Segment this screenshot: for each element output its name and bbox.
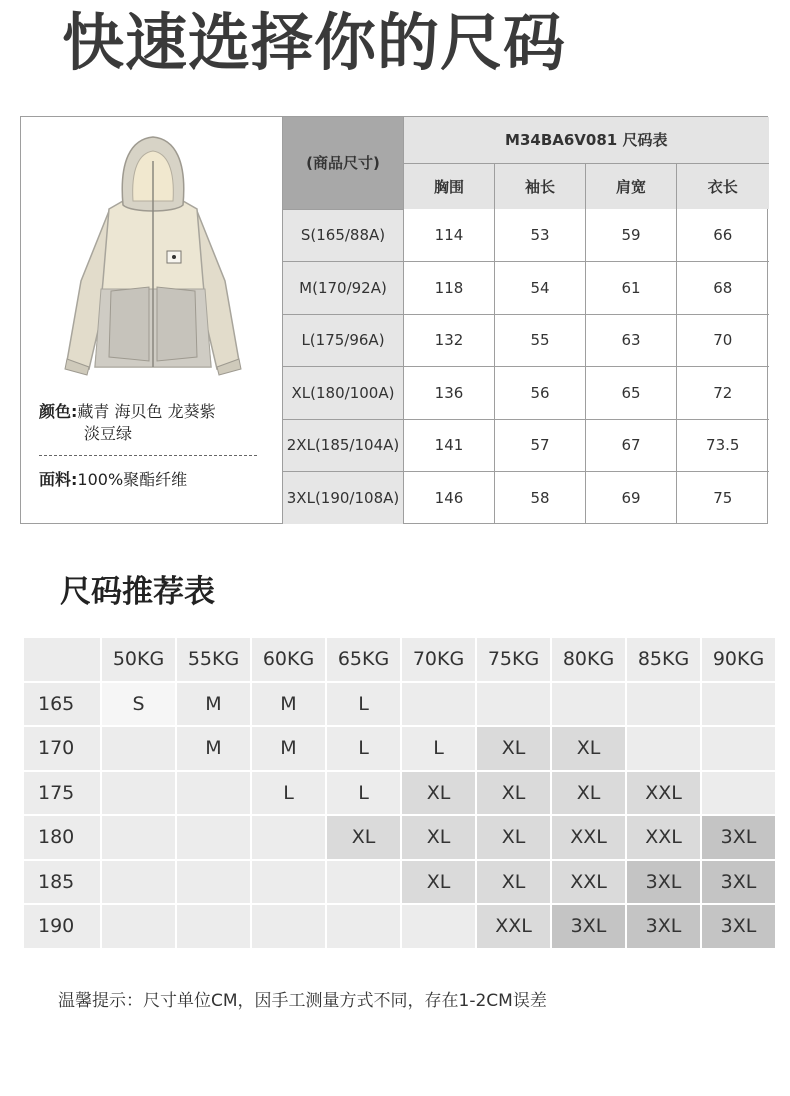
weight-header: 85KG bbox=[627, 638, 700, 681]
recommend-cell bbox=[327, 905, 400, 948]
recommend-cell: M bbox=[177, 727, 250, 770]
recommend-cell: XL bbox=[402, 772, 475, 815]
weight-header: 50KG bbox=[102, 638, 175, 681]
recommend-table bbox=[22, 636, 777, 950]
recommend-cell: M bbox=[252, 727, 325, 770]
recommend-row bbox=[24, 683, 775, 726]
size-row bbox=[283, 314, 769, 367]
recommend-cell: XL bbox=[477, 727, 550, 770]
weight-header: 75KG bbox=[477, 638, 550, 681]
size-value-cell: 58 bbox=[495, 472, 586, 525]
recommend-cell: XXL bbox=[627, 772, 700, 815]
recommend-cell bbox=[252, 905, 325, 948]
size-column-header: 胸围 bbox=[404, 163, 495, 209]
recommend-cell: L bbox=[327, 683, 400, 726]
size-value-cell: 75 bbox=[677, 472, 769, 525]
recommend-cell: 3XL bbox=[702, 861, 775, 904]
size-value-cell: 63 bbox=[586, 314, 677, 367]
recommend-row bbox=[24, 861, 775, 904]
measurement-note: 温馨提示：尺寸单位CM，因手工测量方式不同，存在1-2CM误差 bbox=[58, 991, 547, 1011]
recommend-cell: XXL bbox=[627, 816, 700, 859]
size-value-cell: 146 bbox=[404, 472, 495, 525]
size-name-header: (商品尺寸) bbox=[283, 117, 404, 209]
fabric-label: 面料: bbox=[39, 470, 78, 489]
size-value-cell: 61 bbox=[586, 262, 677, 315]
recommend-cell: XL bbox=[327, 816, 400, 859]
recommend-cell bbox=[552, 683, 625, 726]
size-value-cell: 55 bbox=[495, 314, 586, 367]
recommend-cell bbox=[102, 861, 175, 904]
color-values-line1: 藏青 海贝色 龙葵紫 bbox=[77, 402, 216, 421]
weight-header: 80KG bbox=[552, 638, 625, 681]
size-column-header: 衣长 bbox=[677, 163, 769, 209]
size-label: M(170/92A) bbox=[283, 262, 404, 315]
weight-header: 90KG bbox=[702, 638, 775, 681]
size-value-cell: 136 bbox=[404, 367, 495, 420]
color-options bbox=[39, 401, 279, 445]
height-label: 180 bbox=[24, 816, 100, 859]
recommend-cell bbox=[102, 905, 175, 948]
size-value-cell: 67 bbox=[586, 419, 677, 472]
fabric-info bbox=[39, 467, 187, 490]
recommend-cell bbox=[627, 683, 700, 726]
height-label: 165 bbox=[24, 683, 100, 726]
size-value-cell: 73.5 bbox=[677, 419, 769, 472]
size-value-cell: 59 bbox=[586, 209, 677, 262]
recommend-cell: L bbox=[327, 772, 400, 815]
jacket-image bbox=[61, 131, 245, 381]
recommend-cell: XL bbox=[477, 816, 550, 859]
product-panel bbox=[21, 117, 283, 523]
recommend-cell: XL bbox=[552, 772, 625, 815]
size-value-cell: 118 bbox=[404, 262, 495, 315]
size-label: S(165/88A) bbox=[283, 209, 404, 262]
recommend-cell bbox=[627, 727, 700, 770]
recommend-cell bbox=[177, 772, 250, 815]
weight-header: 55KG bbox=[177, 638, 250, 681]
size-label: XL(180/100A) bbox=[283, 367, 404, 420]
recommend-cell bbox=[252, 816, 325, 859]
recommend-cell bbox=[177, 905, 250, 948]
recommend-cell: L bbox=[327, 727, 400, 770]
recommend-cell bbox=[702, 772, 775, 815]
size-label: 3XL(190/108A) bbox=[283, 472, 404, 525]
recommend-cell bbox=[702, 683, 775, 726]
height-label: 170 bbox=[24, 727, 100, 770]
recommend-row bbox=[24, 772, 775, 815]
size-value-cell: 69 bbox=[586, 472, 677, 525]
recommend-cell bbox=[702, 727, 775, 770]
height-label: 185 bbox=[24, 861, 100, 904]
size-row bbox=[283, 419, 769, 472]
size-table bbox=[282, 117, 769, 524]
recommend-cell: 3XL bbox=[627, 861, 700, 904]
size-row bbox=[283, 209, 769, 262]
size-row bbox=[283, 367, 769, 420]
recommend-cell: XL bbox=[477, 772, 550, 815]
recommend-cell: 3XL bbox=[702, 905, 775, 948]
recommend-cell: XL bbox=[477, 861, 550, 904]
height-label: 175 bbox=[24, 772, 100, 815]
size-column-header: 肩宽 bbox=[586, 163, 677, 209]
recommend-cell: XXL bbox=[552, 816, 625, 859]
fabric-value: 100%聚酯纤维 bbox=[77, 470, 188, 489]
recommend-cell bbox=[252, 861, 325, 904]
recommend-cell: M bbox=[177, 683, 250, 726]
recommend-cell: L bbox=[252, 772, 325, 815]
weight-header: 60KG bbox=[252, 638, 325, 681]
height-label: 190 bbox=[24, 905, 100, 948]
size-value-cell: 132 bbox=[404, 314, 495, 367]
recommend-cell bbox=[477, 683, 550, 726]
recommend-cell: XXL bbox=[552, 861, 625, 904]
size-value-cell: 56 bbox=[495, 367, 586, 420]
recommend-cell bbox=[402, 683, 475, 726]
size-value-cell: 54 bbox=[495, 262, 586, 315]
recommend-cell: M bbox=[252, 683, 325, 726]
recommend-row bbox=[24, 727, 775, 770]
size-chart-block bbox=[20, 116, 768, 524]
size-value-cell: 114 bbox=[404, 209, 495, 262]
color-label: 颜色: bbox=[39, 402, 78, 421]
recommend-cell bbox=[402, 905, 475, 948]
recommend-cell: XXL bbox=[477, 905, 550, 948]
recommend-cell: L bbox=[402, 727, 475, 770]
recommend-cell bbox=[327, 861, 400, 904]
size-value-cell: 53 bbox=[495, 209, 586, 262]
recommend-cell bbox=[177, 816, 250, 859]
divider bbox=[39, 455, 257, 456]
recommend-cell: XL bbox=[402, 816, 475, 859]
recommend-cell: 3XL bbox=[702, 816, 775, 859]
recommend-cell bbox=[177, 861, 250, 904]
recommend-cell: XL bbox=[552, 727, 625, 770]
size-value-cell: 57 bbox=[495, 419, 586, 472]
size-label: 2XL(185/104A) bbox=[283, 419, 404, 472]
recommend-row bbox=[24, 905, 775, 948]
size-value-cell: 70 bbox=[677, 314, 769, 367]
size-label: L(175/96A) bbox=[283, 314, 404, 367]
recommend-row bbox=[24, 816, 775, 859]
weight-header: 65KG bbox=[327, 638, 400, 681]
size-row bbox=[283, 262, 769, 315]
size-column-header: 袖长 bbox=[495, 163, 586, 209]
recommend-cell: XL bbox=[402, 861, 475, 904]
color-values-line2: 淡豆绿 bbox=[84, 424, 133, 443]
model-header: M34BA6V081 尺码表 bbox=[404, 117, 769, 163]
recommend-title: 尺码推荐表 bbox=[60, 574, 215, 610]
size-value-cell: 141 bbox=[404, 419, 495, 472]
page-title: 快速选择你的尺码 bbox=[62, 6, 567, 79]
size-value-cell: 66 bbox=[677, 209, 769, 262]
size-row bbox=[283, 472, 769, 525]
recommend-cell bbox=[102, 816, 175, 859]
size-value-cell: 65 bbox=[586, 367, 677, 420]
recommend-cell: 3XL bbox=[552, 905, 625, 948]
corner-cell bbox=[24, 638, 100, 681]
weight-header: 70KG bbox=[402, 638, 475, 681]
size-value-cell: 72 bbox=[677, 367, 769, 420]
recommend-cell: 3XL bbox=[627, 905, 700, 948]
recommend-cell bbox=[102, 772, 175, 815]
recommend-cell: S bbox=[102, 683, 175, 726]
recommend-cell bbox=[102, 727, 175, 770]
size-value-cell: 68 bbox=[677, 262, 769, 315]
